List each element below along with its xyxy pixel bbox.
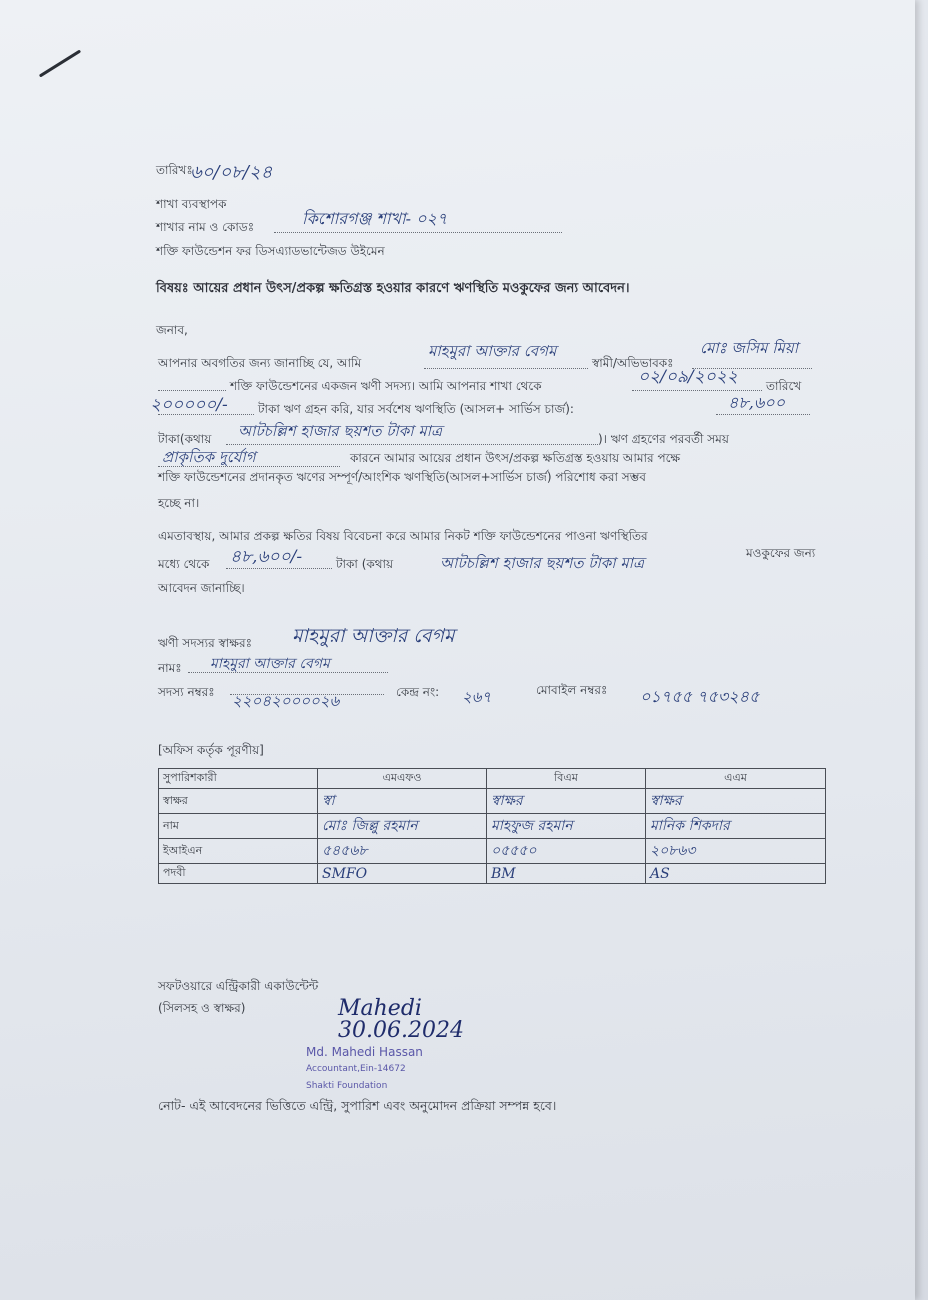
am-ein: ২০৮৬৩ xyxy=(650,843,696,859)
accountant-seal-note: (সিলসহ ও স্বাক্ষর) xyxy=(158,1001,246,1015)
center-label: কেন্দ্র নং: xyxy=(396,685,440,699)
am-signature: স্বাক্ষর xyxy=(650,793,682,809)
date-label: তারিখঃ xyxy=(156,163,193,177)
table-header-cell: সুপারিশকারী xyxy=(159,769,318,789)
table-row xyxy=(159,814,826,839)
guardian-name: মোঃ জসিম মিয়া xyxy=(700,339,799,357)
p1-line1-a: আপনার অবগতির জন্য জানাচ্ছি যে, আমি xyxy=(158,356,362,370)
waive-amount: ৪৮,৬০০/- xyxy=(230,547,303,567)
p1-line2-b: তারিখে xyxy=(766,379,802,393)
member-name-label: নামঃ xyxy=(158,661,182,675)
row-label: নাম xyxy=(159,814,318,839)
branch-label: শাখার নাম ও কোডঃ xyxy=(156,220,255,234)
office-note: [অফিস কর্তৃক পূরণীয়] xyxy=(158,743,264,757)
member-no-label: সদস্য নম্বরঃ xyxy=(158,685,215,699)
row-label: পদবী xyxy=(159,864,318,884)
manager-label: শাখা ব্যবস্থাপক xyxy=(156,197,227,211)
member-number: ২২০৪২০০০০২৬ xyxy=(232,692,340,710)
p2-line2-c: মওকুফের জন্য xyxy=(746,546,816,560)
p1-line2-a: শক্তি ফাউন্ডেশনের একজন ঋণী সদস্য। আমি আপনার শাখা থেকে xyxy=(230,379,542,393)
member-signature: মাহমুরা আক্তার বেগম xyxy=(292,625,455,647)
row-label: স্বাক্ষর xyxy=(159,789,318,814)
recommendation-table xyxy=(158,768,826,884)
bm-ein: ০৫৫৫০ xyxy=(491,843,537,859)
applicant-name: মাহমুরা আক্তার বেগম xyxy=(428,342,557,360)
p2-line2-b: টাকা (কথায় xyxy=(336,557,394,571)
guardian-label: স্বামী/অভিভাবকঃ xyxy=(592,356,674,370)
salutation: জনাব, xyxy=(156,323,188,337)
p1-line4-b: )। ঋণ গ্রহণের পরবর্তী সময় xyxy=(598,432,729,446)
bm-designation: BM xyxy=(491,865,516,882)
balance-in-words: আটচল্লিশ হাজার ছয়শত টাকা মাত্র xyxy=(238,422,443,440)
accountant-signature: Mahedi 30.06.2024 xyxy=(338,996,464,1043)
member-name: মাহমুরা আক্তার বেগম xyxy=(210,656,330,672)
am-name: মানিক শিকদার xyxy=(650,818,730,834)
p1-line7: হচ্ছে না। xyxy=(158,496,200,510)
table-row xyxy=(159,789,826,814)
table-header-row xyxy=(159,769,826,789)
mobile-number: ০১৭৫৫ ৭৫৩২৪৫ xyxy=(640,687,760,706)
am-designation: AS xyxy=(650,865,670,882)
subject-line: বিষয়ঃ আয়ের প্রধান উৎস/প্রকল্প ক্ষতিগ্রস্ত হওয়ার কারণে ঋণস্থিতি মওকুফের জন্য আবেদন। xyxy=(156,281,630,296)
bm-name: মাহফুজ রহমান xyxy=(491,818,573,834)
table-header-cell: এএম xyxy=(646,769,826,789)
damage-reason: প্রাকৃতিক দুর্যোগ xyxy=(162,448,256,466)
mfo-ein: ৫৪৫৬৮ xyxy=(322,843,368,859)
p2-line1: এমতাবস্থায়, আমার প্রকল্প ক্ষতির বিষয় বিবেচনা করে আমার নিকট শক্তি ফাউন্ডেশনের পাওনা ঋণস্থিতির xyxy=(158,529,648,543)
loan-date: ০২/০৯/২০২২ xyxy=(638,367,738,387)
table-row xyxy=(159,839,826,864)
member-signature-label: ঋণী সদস্যর স্বাক্ষরঃ xyxy=(158,636,252,650)
accountant-title: সফটওয়ারে এন্ট্রিকারী একাউন্টেন্ট xyxy=(158,979,319,993)
waive-amount-words: আটচল্লিশ হাজার ছয়শত টাকা মাত্র xyxy=(440,554,645,572)
mfo-name: মোঃ জিল্লু রহমান xyxy=(322,818,418,834)
mfo-designation: SMFO xyxy=(322,865,368,882)
p1-line6: শক্তি ফাউন্ডেশনের প্রদানকৃত ঋণের সম্পূর্ণ/আংশিক ঋণস্থিতি(আসল+সার্ভিস চার্জ) পরিশোধ করা সম্ভব xyxy=(158,470,646,484)
p1-line3-a: টাকা ঋণ গ্রহন করি, যার সর্বশেষ ঋণস্থিতি (আসল+ সার্ভিস চার্জ): xyxy=(258,402,574,416)
branch-value: কিশোরগঞ্জ শাখা- ০২৭ xyxy=(302,209,448,228)
p1-line5-b: কারনে আমার আয়ের প্রধান উৎস/প্রকল্প ক্ষতিগ্রস্ত হওয়ায় আমার পক্ষে xyxy=(350,451,681,465)
center-number: ২৬৭ xyxy=(462,688,492,706)
mobile-label: মোবাইল নম্বরঃ xyxy=(536,683,608,697)
table-row xyxy=(159,864,826,884)
p1-line4-a: টাকা(কথায় xyxy=(158,432,212,446)
p2-line2-a: মধ্যে থেকে xyxy=(158,557,210,571)
loan-balance: ৪৮,৬০০ xyxy=(728,393,786,412)
mfo-signature: স্বা xyxy=(322,793,335,809)
footer-note: নোট- এই আবেদনের ভিত্তিতে এন্ট্রি, সুপারিশ এবং অনুমোদন প্রক্রিয়া সম্পন্ন হবে। xyxy=(158,1098,557,1113)
table-header-cell: এমএফও xyxy=(318,769,487,789)
bm-signature: স্বাক্ষর xyxy=(491,793,523,809)
accountant-stamp: Md. Mahedi Hassan Accountant,Ein-14672 Shakti Foundation xyxy=(306,1045,423,1091)
date-value: ৬০/০৮/২৪ xyxy=(190,162,273,183)
loan-amount: ২০০০০০/- xyxy=(150,395,228,415)
row-label: ইআইএন xyxy=(159,839,318,864)
p2-line3: আবেদন জানাচ্ছি। xyxy=(158,581,245,595)
org-line: শক্তি ফাউন্ডেশন ফর ডিসএ্যাডভান্টেজড উইমেন xyxy=(156,244,385,258)
table-header-cell: বিএম xyxy=(487,769,646,789)
